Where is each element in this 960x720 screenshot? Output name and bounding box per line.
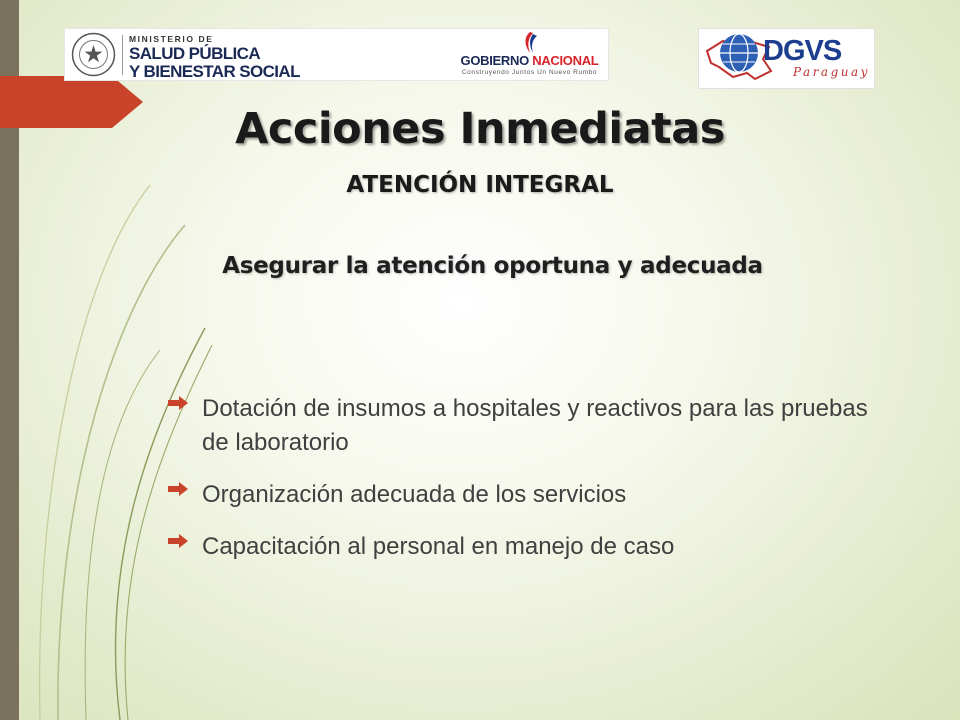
bullet-text: Capacitación al personal en manejo de caso: [202, 533, 675, 560]
dgvs-logo: [698, 28, 875, 89]
globe-icon: [717, 31, 761, 75]
gobierno-name-left: GOBIERNO: [460, 53, 529, 68]
bullet-item: [168, 530, 888, 564]
bullet-list: [168, 392, 888, 582]
bullet-item: [168, 478, 888, 512]
ministry-name-line1: SALUD PÚBLICA: [129, 43, 261, 63]
arrow-right-icon: [168, 396, 188, 410]
gobierno-name-right: NACIONAL: [532, 53, 599, 68]
dgvs-wordmark: DGVS: [763, 35, 842, 67]
government-logos-banner: [64, 28, 609, 81]
dgvs-country-label: Paraguay: [793, 65, 870, 79]
logo-divider: [122, 35, 123, 75]
slide-title: Acciones Inmediatas: [235, 104, 725, 154]
bullet-text: Dotación de insumos a hospitales y reactivos para las pruebas de laboratorio: [202, 395, 868, 456]
bullet-text: Organización adecuada de los servicios: [202, 481, 627, 508]
ministry-label: MINISTERIO DE: [129, 34, 214, 44]
gobierno-flag-swoosh-icon: [517, 31, 543, 55]
bullet-item: [168, 392, 888, 460]
slide-subtitle: ATENCIÓN INTEGRAL: [346, 172, 614, 198]
arrow-right-icon: [168, 482, 188, 496]
national-seal-icon: [71, 32, 116, 77]
ministry-name-line2: Y BIENESTAR SOCIAL: [129, 61, 300, 81]
gobierno-name: [457, 53, 602, 68]
arrow-right-icon: [168, 534, 188, 548]
gobierno-nacional-logo: [457, 31, 602, 76]
ministry-logo-text: [129, 35, 300, 80]
gobierno-tagline: Construyendo Juntos Un Nuevo Rumbo: [461, 69, 598, 76]
slide-tagline: Asegurar la atención oportuna y adecuada: [222, 253, 763, 279]
